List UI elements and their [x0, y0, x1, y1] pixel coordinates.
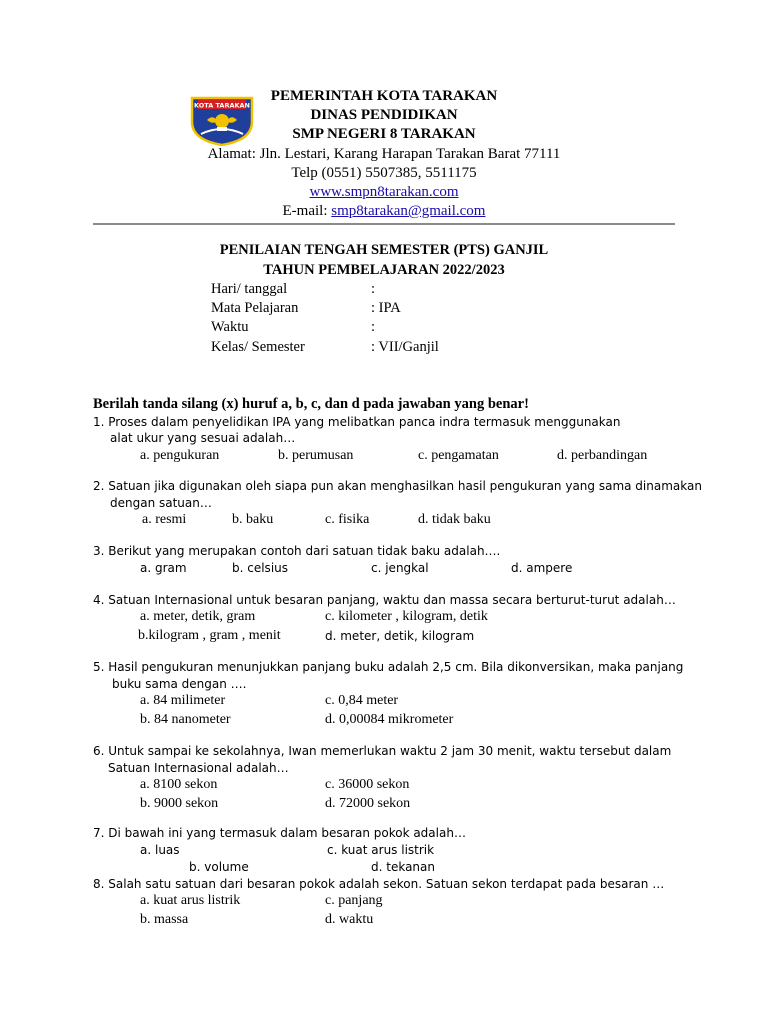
option-c: c. jengkal [371, 561, 429, 575]
info-value: : IPA [371, 300, 401, 316]
question-text: 7. Di bawah ini yang termasuk dalam besaran pokok adalah… [93, 826, 466, 840]
exam-year: TAHUN PEMBELAJARAN 2022/2023 [263, 262, 505, 278]
option-b: b. 9000 sekon [140, 796, 219, 811]
option-d: d. tekanan [371, 860, 435, 874]
option-c: c. fisika [325, 512, 370, 527]
question-text-cont: Satuan Internasional adalah… [108, 761, 289, 775]
option-b: b. volume [189, 860, 249, 874]
header-line-2: DINAS PENDIDIKAN [310, 107, 458, 123]
option-a: a. kuat arus listrik [140, 893, 241, 908]
option-a: a. resmi [142, 512, 187, 527]
option-b: b. celsius [232, 561, 289, 575]
header-divider [93, 223, 675, 225]
option-a: a. meter, detik, gram [140, 609, 256, 624]
school-name: SMP NEGERI 8 TARAKAN [292, 126, 476, 142]
website-link[interactable]: www.smpn8tarakan.com [309, 184, 459, 200]
info-label: Kelas/ Semester [211, 339, 305, 355]
question-text: 2. Satuan jika digunakan oleh siapa pun akan menghasilkan hasil pengukuran yang sama dinamakan [93, 479, 702, 493]
option-b: b. massa [140, 912, 189, 927]
option-d: d. 72000 sekon [325, 796, 411, 811]
option-a: a. luas [140, 843, 180, 857]
option-a: a. 84 milimeter [140, 693, 226, 708]
option-a: a. gram [140, 561, 187, 575]
option-d: d. ampere [511, 561, 573, 575]
option-b: b. baku [232, 512, 274, 527]
logo-text: KOTA TARAKAN [194, 101, 250, 110]
option-b: b.kilogram , gram , menit [138, 628, 281, 643]
instruction: Berilah tanda silang (x) huruf a, b, c, dan d pada jawaban yang benar! [93, 396, 529, 412]
info-value: : [371, 281, 376, 297]
info-value: : VII/Ganjil [371, 339, 439, 355]
question-text: 4. Satuan Internasional untuk besaran panjang, waktu dan massa secara berturut-turut adalah… [93, 593, 676, 607]
question-text: 3. Berikut yang merupakan contoh dari satuan tidak baku adalah…. [93, 544, 501, 558]
question-text-cont: alat ukur yang sesuai adalah… [110, 431, 296, 445]
option-d: d. perbandingan [557, 448, 648, 463]
option-b: b. perumusan [278, 448, 354, 463]
option-b: b. 84 nanometer [140, 712, 231, 727]
question-text-cont: dengan satuan… [110, 496, 212, 510]
option-c: c. kuat arus listrik [327, 843, 435, 857]
option-c: c. panjang [325, 893, 383, 908]
info-label: Hari/ tanggal [211, 281, 288, 297]
question-text: 6. Untuk sampai ke sekolahnya, Iwan memerlukan waktu 2 jam 30 menit, waktu tersebut dalam [93, 744, 672, 758]
option-c: c. 36000 sekon [325, 777, 410, 792]
question-text: 8. Salah satu satuan dari besaran pokok adalah sekon. Satuan sekon terdapat pada besaran … [93, 877, 665, 891]
school-address: Alamat: Jln. Lestari, Karang Harapan Tarakan Barat 77111 [207, 146, 561, 162]
option-d: d. waktu [325, 912, 374, 927]
option-d: d. tidak baku [418, 512, 491, 527]
option-d: d. meter, detik, kilogram [325, 629, 475, 643]
option-a: a. 8100 sekon [140, 777, 218, 792]
info-value: : [371, 319, 376, 335]
question-text: 1. Proses dalam penyelidikan IPA yang melibatkan panca indra termasuk menggunakan [93, 415, 621, 429]
option-d: d. 0,00084 mikrometer [325, 712, 454, 727]
option-c: c. pengamatan [418, 448, 499, 463]
exam-title: PENILAIAN TENGAH SEMESTER (PTS) GANJIL [219, 242, 549, 258]
email-link[interactable]: smp8tarakan@gmail.com [331, 203, 486, 219]
option-c: c. kilometer , kilogram, detik [325, 609, 488, 624]
email-line [0, 204, 768, 219]
info-label: Waktu [211, 319, 249, 335]
header-line-1: PEMERINTAH KOTA TARAKAN [270, 88, 498, 104]
option-a: a. pengukuran [140, 448, 220, 463]
question-text: 5. Hasil pengukuran menunjukkan panjang buku adalah 2,5 cm. Bila dikonversikan, maka panjang [93, 660, 684, 674]
question-text-cont: buku sama dengan …. [112, 677, 247, 691]
email-label: E-mail: [282, 203, 328, 219]
info-label: Mata Pelajaran [211, 300, 299, 316]
school-phone: Telp (0551) 5507385, 5511175 [291, 165, 477, 181]
option-c: c. 0,84 meter [325, 693, 399, 708]
